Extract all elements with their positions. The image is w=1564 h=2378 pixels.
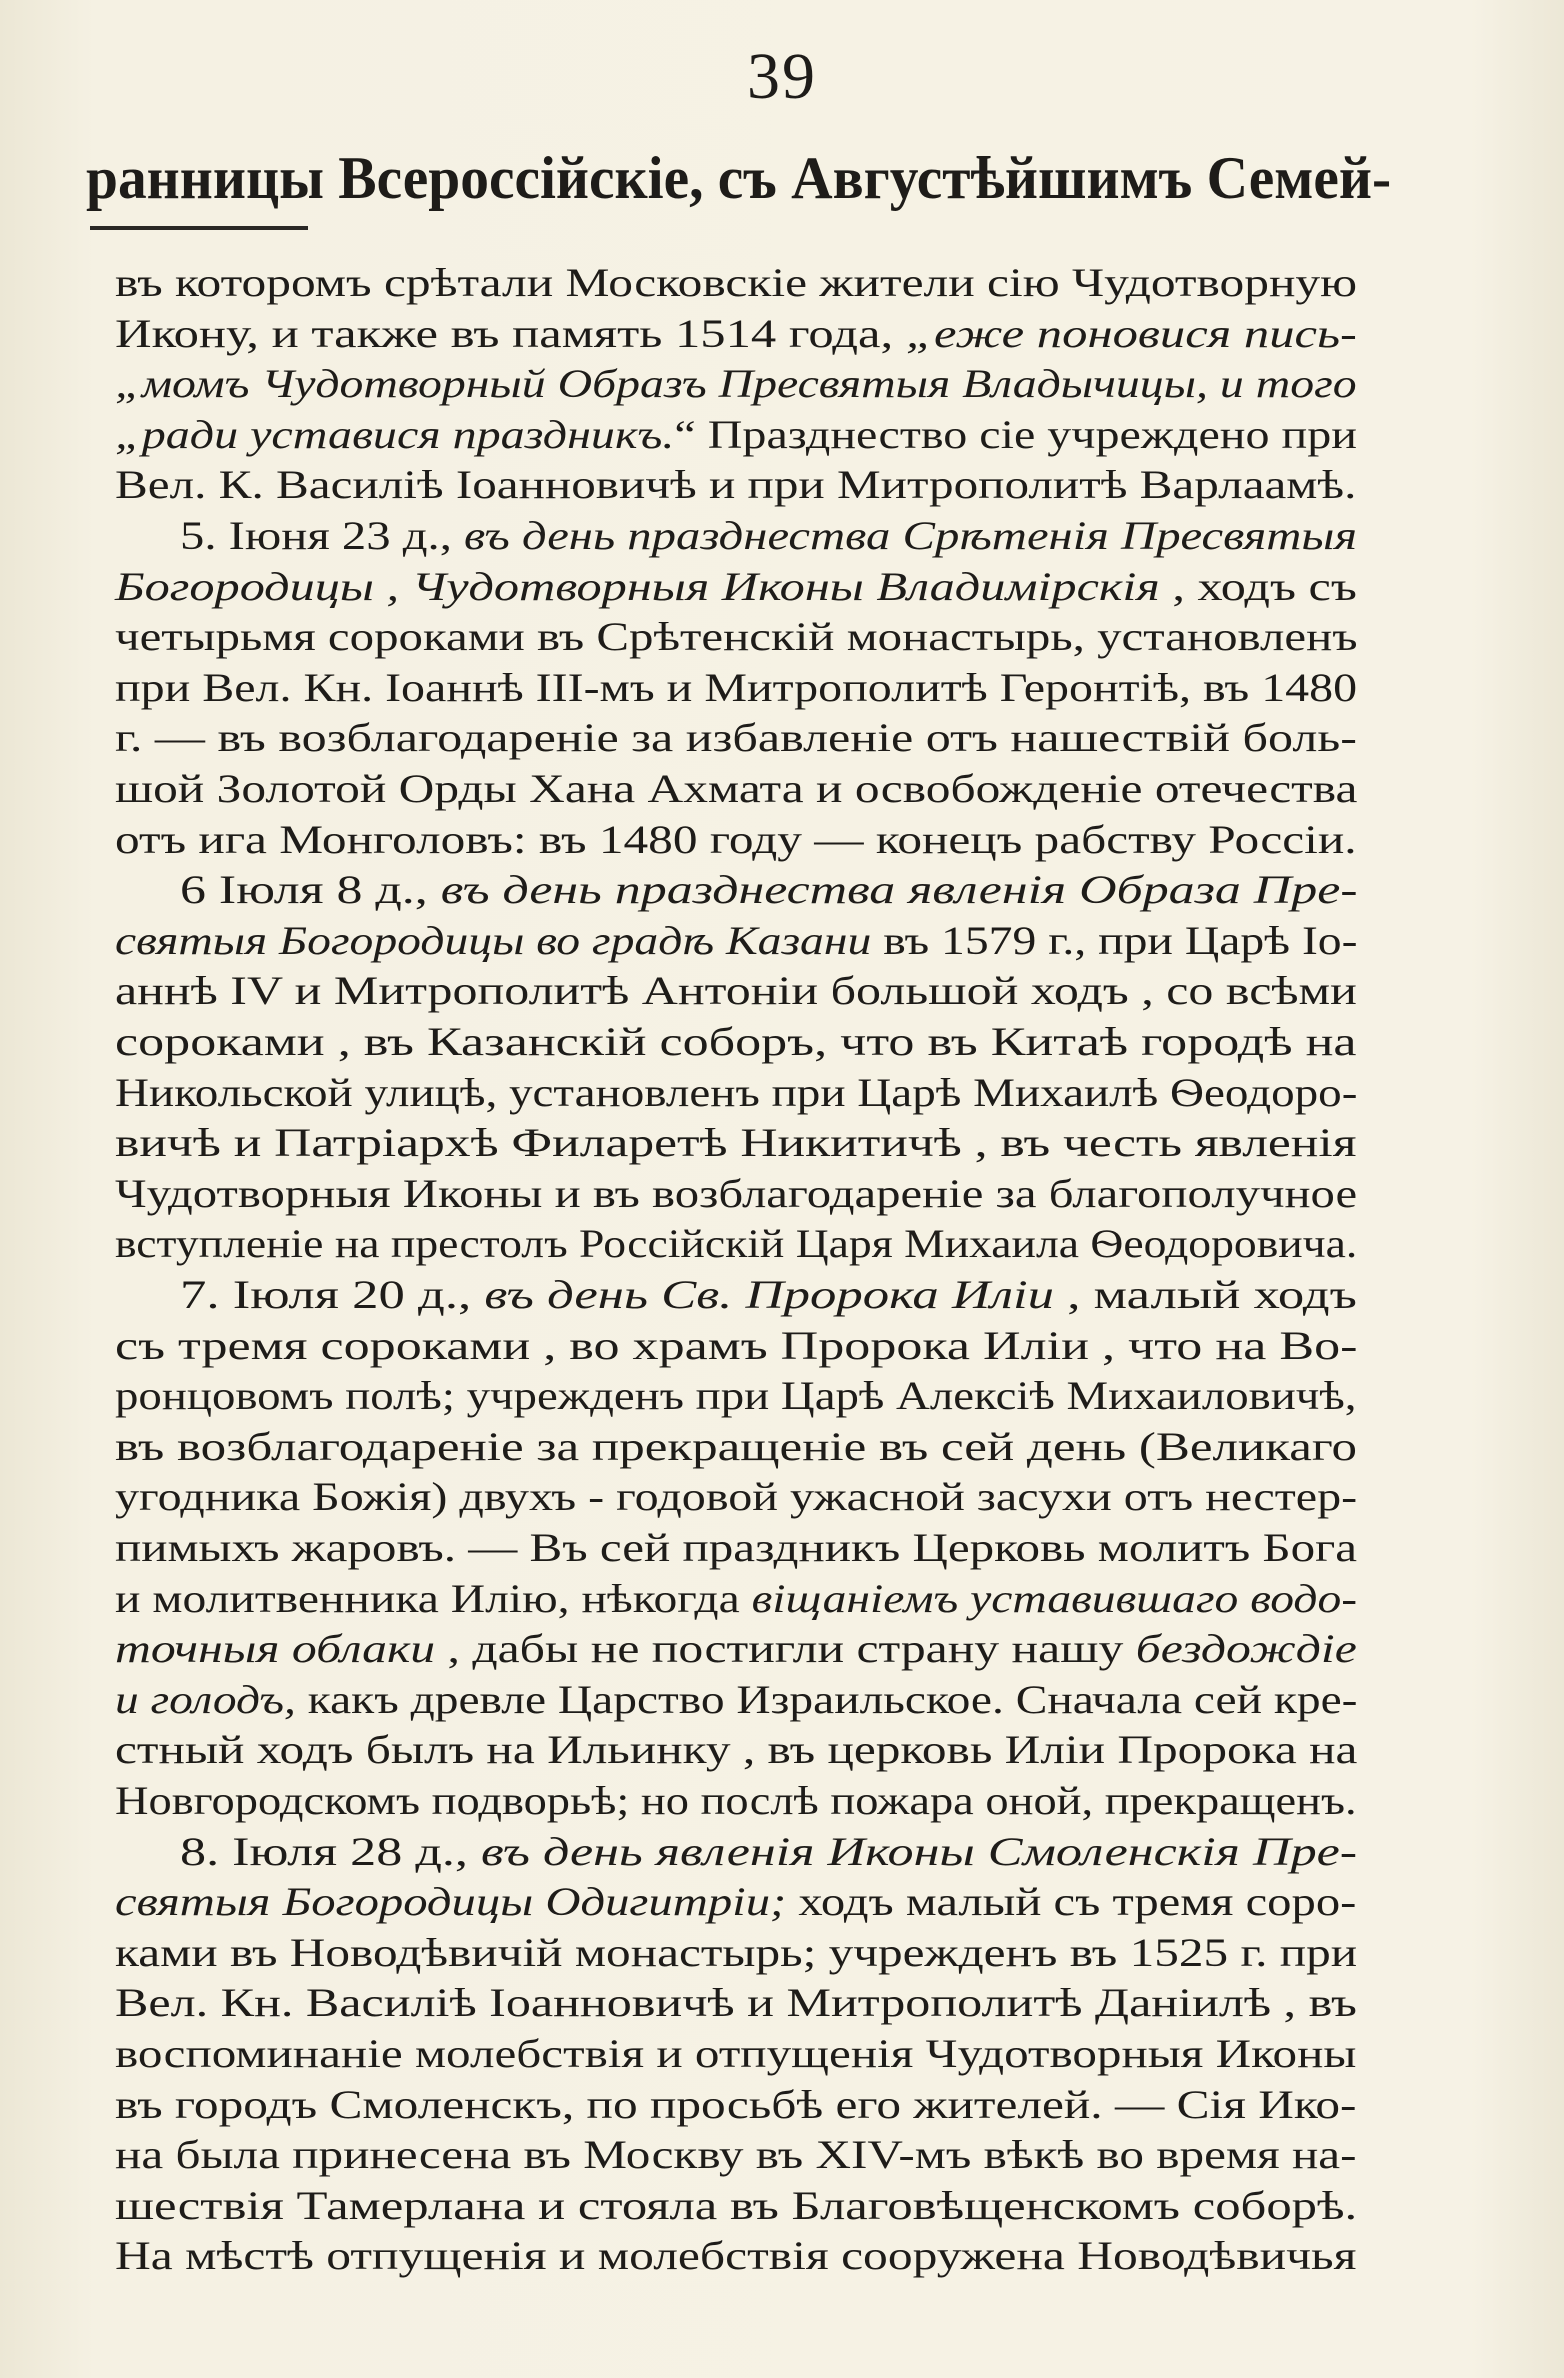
text-run: Икону, и также въ память 1514 года, [115,310,906,356]
text-line [115,1879,1357,1925]
text-run: , ходъ съ [1159,563,1357,609]
italic-run: въ день явленія Иконы Смоленскія Пре- [480,1828,1358,1874]
text-line [115,715,1357,761]
italic-run: „еже поновися пись- [905,310,1357,356]
text-line [115,1676,1358,1722]
text-line [115,2031,1357,2076]
text-line [115,1373,1357,1419]
italic-run: святыя Богородицы во градѣ Казани [115,917,872,963]
text-line [115,310,1357,356]
text-line [115,614,1358,660]
text-run: пимыхъ жаровъ. — Въ сей праздникъ Церковь молитъ Бога [115,1525,1358,1570]
header-rule [90,226,308,230]
italic-run: віщаніемъ уставившаго водо- [751,1575,1358,1621]
text-line [115,2182,1358,2228]
text-run: Вел. Кн. Василіѣ Іоанновичѣ и Митрополитѣ Даніилѣ , въ [115,1980,1357,2026]
text-run: 6 Іюля 8 д., [180,867,441,913]
italic-run: святыя Богородицы Одигитріи; [115,1879,787,1925]
text-line [115,1221,1358,1267]
text-run: шой Золотой Орды Хана Ахмата и освобожденіе отечества [115,766,1358,811]
text-run: на была принесена въ Москву въ XIV-мъ вѣкѣ во время на- [115,2132,1357,2178]
italic-run: бездождіе [1135,1626,1357,1672]
text-line [115,1322,1358,1368]
text-run: “ Празднество сіе учреждено при [674,411,1357,457]
text-run: Новгородскомъ подворьѣ; но послѣ пожара оной, прекращенъ. [115,1778,1357,1823]
text-line [115,2132,1357,2178]
text-line [115,462,1357,508]
italic-run: въ день празднества явленія Образа Пре- [440,867,1358,913]
text-line [115,1727,1358,1773]
text-line [115,1170,1358,1216]
text-line [115,1980,1357,2026]
italic-run: въ день Св. Пророка Иліи [484,1272,1055,1317]
text-line [115,917,1358,963]
text-line [115,2233,1357,2279]
text-run: въ которомъ срѣтали Московскіе жители сію Чудотворную [115,260,1358,305]
paragraph-first-line [180,867,1358,913]
text-run: вступленіе на престолъ Россійскій Царя Михаила Ѳеодоровича. [115,1221,1358,1267]
text-run: отъ ига Монголовъ: въ 1480 году — конецъ рабству Россіи. [115,816,1357,862]
text-line [115,1423,1358,1469]
text-run: Чудотворныя Иконы и въ возблагодареніе за благополучное [115,1170,1358,1216]
text-line [115,1474,1358,1520]
text-line [115,563,1357,609]
paragraph-first-line [180,513,1358,558]
text-run: 8. Іюля 28 д., [180,1828,481,1874]
text-line [115,664,1358,710]
page-number: 39 [747,40,817,113]
text-run: и молитвенника Илію, нѣкогда [115,1575,752,1621]
text-run: ками въ Новодѣвичій монастырь; учрежденъ въ 1525 г. при [115,1929,1358,1975]
text-line [115,1626,1357,1672]
running-head: ранницы Всероссійскіе, съ Августѣйшимъ Семей- [86,145,1392,211]
text-line [115,411,1357,457]
text-run: въ городъ Смоленскъ, по просьбѣ его жителей. — Сія Ико- [115,2081,1357,2127]
text-run: На мѣстѣ отпущенія и молебствія сооружена Новодѣвичья [115,2233,1357,2279]
text-run: Вел. К. Василіѣ Іоанновичѣ и при Митрополитѣ Варлаамѣ. [115,462,1357,508]
paragraph-first-line [180,1828,1358,1874]
text-run: четырьмя сороками въ Срѣтенскій монастырь, установленъ [115,614,1358,660]
text-run: въ возблагодареніе за прекращеніе въ сей день (Великаго [115,1423,1358,1469]
text-run: какъ древле Царство Израильское. Сначала сей кре- [295,1676,1358,1722]
text-run: , малый ходъ [1054,1272,1357,1317]
italic-run: „ради уставися праздникъ. [115,411,675,457]
italic-run: и голодъ, [115,1676,296,1722]
text-run: ронцовомъ полѣ; учрежденъ при Царѣ Алексіѣ Михаиловичѣ, [115,1373,1357,1419]
text-run: въ 1579 г., при Царѣ Іо- [871,917,1358,963]
italic-run: „момъ Чудотворный Образъ Пресвятыя Владычицы, и того [115,361,1357,407]
text-run: Никольской улицѣ, установленъ при Царѣ Михаилѣ Ѳеодоро- [115,1069,1358,1115]
text-run: аннѣ IV и Митрополитѣ Антоніи большой ходъ , со всѣми [115,968,1357,1014]
text-run: сороками , въ Казанскій соборъ, что въ Китаѣ городѣ на [115,1019,1357,1064]
text-line [115,766,1358,811]
text-line [115,1929,1358,1975]
text-run: шествія Тамерлана и стояла въ Благовѣщенскомъ соборѣ. [115,2182,1358,2228]
text-run: съ тремя сороками , во храмъ Пророка Иліи , что на Во- [115,1322,1358,1368]
italic-run: точныя облаки [115,1626,436,1672]
text-run: вичѣ и Патріархѣ Филаретѣ Никитичѣ , въ честь явленія [115,1120,1357,1166]
text-line [115,1778,1357,1823]
text-line [115,260,1358,305]
text-line [115,968,1357,1014]
text-line [115,1120,1357,1166]
italic-run: Богородицы , Чудотворныя Иконы Владимірскія [115,563,1160,609]
italic-run: въ день празднества Срѣтенія Пресвятыя [464,513,1358,558]
text-run: при Вел. Кн. Іоаннѣ III-мъ и Митрополитѣ Геронтіѣ, въ 1480 [115,664,1358,710]
text-line [115,816,1357,862]
text-line [115,361,1357,407]
text-run: 5. Іюня 23 д., [180,513,465,558]
text-line [115,1525,1358,1570]
text-run: угодника Божія) двухъ - годовой ужасной засухи отъ нестер- [115,1474,1358,1520]
paragraph-first-line [180,1272,1357,1317]
text-line [115,2081,1357,2127]
text-run: ходъ малый съ тремя соро- [786,1879,1357,1925]
text-run: , дабы не постигли страну нашу [435,1626,1136,1672]
text-run: стный ходъ былъ на Ильинку , въ церковь Иліи Пророка на [115,1727,1358,1773]
text-run: г. — въ возблагодареніе за избавленіе отъ нашествій боль- [115,715,1357,761]
text-line [115,1575,1358,1621]
text-line [115,1069,1358,1115]
text-run: воспоминаніе молебствія и отпущенія Чудотворныя Иконы [115,2031,1357,2076]
text-run: 7. Іюля 20 д., [180,1272,485,1317]
text-line [115,1019,1357,1064]
